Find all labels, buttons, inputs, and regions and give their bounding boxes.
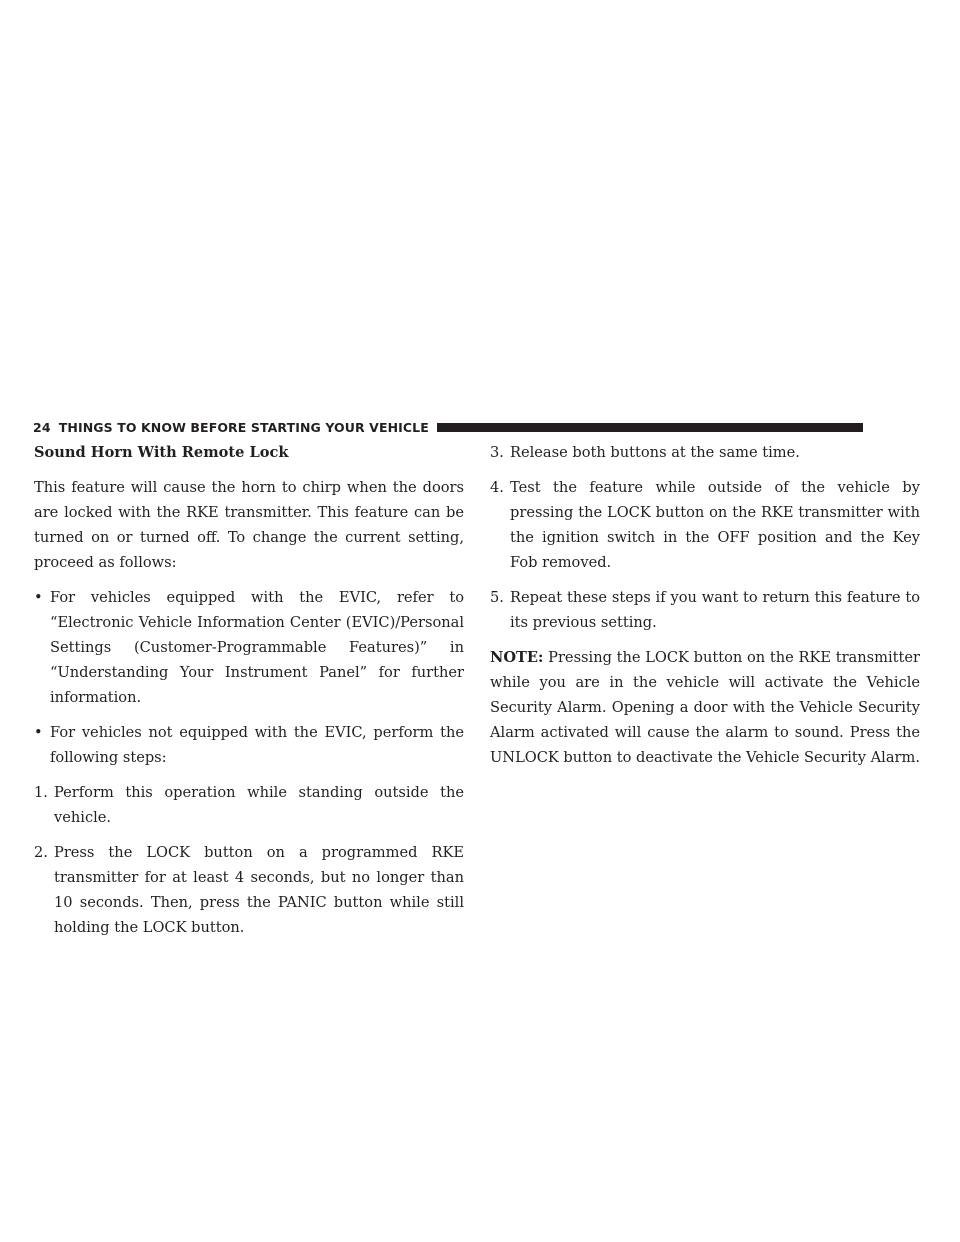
step-number: 1.	[34, 784, 48, 801]
section-title: THINGS TO KNOW BEFORE STARTING YOUR VEHICLE	[58, 419, 429, 435]
step-number: 4.	[490, 479, 504, 496]
step-text: Repeat these steps if you want to return this feature to its previous setting.	[510, 589, 920, 631]
step-number: 5.	[490, 589, 504, 606]
page-header	[33, 418, 863, 436]
note-paragraph	[490, 645, 920, 770]
intro-paragraph: This feature will cause the horn to chirp when the doors are locked with the RKE transmitter. This feature can be turned on or turned off. To change the current setting, proceed as follows:	[34, 479, 464, 571]
step-item-3	[490, 440, 920, 465]
step-item-4	[490, 475, 920, 575]
note-label: NOTE:	[490, 649, 544, 666]
bullet-item-no-evic	[34, 720, 464, 770]
left-column	[34, 440, 464, 950]
bullet-item-evic	[34, 585, 464, 710]
step-text: Press the LOCK button on a programmed RKE transmitter for at least 4 seconds, but no longer than 10 seconds. Then, press the PANIC button while still holding the LOCK button.	[54, 844, 464, 936]
bullet-text: For vehicles not equipped with the EVIC, perform the following steps:	[50, 724, 464, 766]
header-rule	[437, 423, 863, 432]
bullet-glyph: •	[34, 724, 43, 741]
bullet-text: For vehicles equipped with the EVIC, refer to “Electronic Vehicle Information Center (EVIC)/Personal Settings (Customer-Programmable Features)” in “Understanding Your Instrument Panel” for further information.	[50, 589, 464, 706]
step-text: Test the feature while outside of the vehicle by pressing the LOCK button on the RKE transmitter with the ignition switch in the OFF position and the Key Fob removed.	[510, 479, 920, 571]
note-text: Pressing the LOCK button on the RKE transmitter while you are in the vehicle will activate the Vehicle Security Alarm. Opening a door with the Vehicle Security Alarm activated will cause the alarm to sound. Press the UNLOCK button to deactivate the Vehicle Security Alarm.	[490, 649, 921, 766]
step-number: 2.	[34, 844, 48, 861]
step-item-1	[34, 780, 464, 830]
step-number: 3.	[490, 444, 504, 461]
page-number: 24	[33, 419, 51, 435]
section-heading: Sound Horn With Remote Lock	[34, 444, 289, 461]
right-column	[490, 440, 920, 780]
bullet-glyph: •	[34, 589, 43, 606]
step-text: Perform this operation while standing outside the vehicle.	[54, 784, 464, 826]
step-item-5	[490, 585, 920, 635]
step-item-2	[34, 840, 464, 940]
step-text: Release both buttons at the same time.	[510, 444, 800, 461]
